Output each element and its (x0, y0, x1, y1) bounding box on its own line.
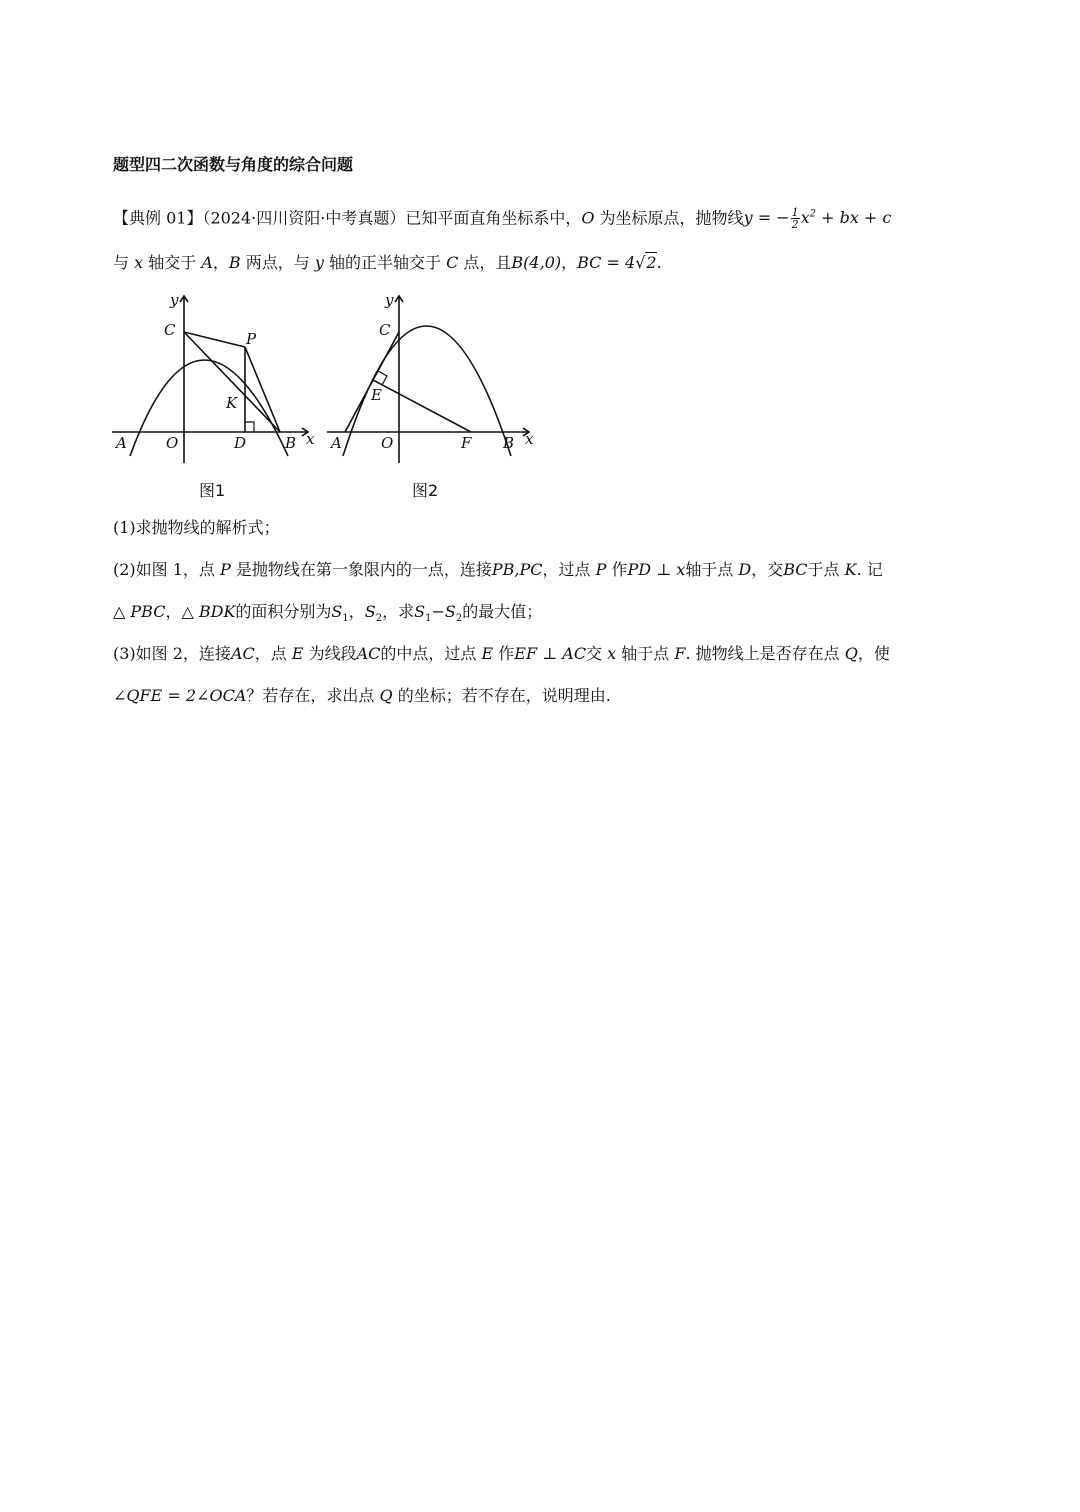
problem-text: 轴交于 (143, 253, 202, 272)
q-text: ，使 (857, 644, 890, 663)
q-text: (3)如图 2，连接 (113, 644, 231, 663)
section-heading: 题型四二次函数与角度的综合问题 (113, 155, 354, 174)
q-text: . 记 (856, 560, 883, 579)
q-text: ，交 (751, 560, 784, 579)
math-expr: AC (230, 644, 255, 663)
math-var: B (228, 253, 241, 272)
label-x: x (306, 430, 315, 448)
problem-text: 为坐标原点，抛物线 (594, 208, 744, 228)
q-text: 作 (493, 644, 515, 663)
math-var: E (481, 644, 494, 663)
parabola (343, 326, 511, 456)
bc-length: BC = 4 (577, 253, 636, 272)
math-var: x (134, 253, 144, 272)
math-expr: AC (356, 644, 381, 663)
math-var: y (314, 253, 324, 272)
math-var: C (446, 253, 459, 272)
math-var: A (201, 253, 213, 272)
math-expr: PB,PC (491, 560, 543, 579)
math-var: F (674, 644, 686, 663)
label-A: A (331, 434, 342, 452)
eq-lhs: y = − (743, 208, 790, 228)
q-text: 的中点，过点 (380, 644, 482, 663)
label-O: O (166, 434, 179, 452)
math-expr: △ PBC (113, 602, 166, 621)
fraction-numerator: 1 (791, 206, 799, 220)
subscript: 1 (425, 613, 432, 625)
math-var: O (581, 208, 595, 228)
right-angle-mark (245, 422, 254, 432)
q-text: ？若存在，求出点 (246, 686, 380, 705)
label-E: E (371, 386, 382, 404)
label-x: x (525, 430, 534, 448)
label-y: y (385, 291, 394, 309)
q-text: 为线段 (303, 644, 357, 663)
math-var: Q (379, 686, 393, 705)
q-text: 交 (586, 644, 608, 663)
q-text: 的坐标；若不存在，说明理由. (392, 686, 611, 705)
problem-text: ， (561, 253, 578, 272)
segment-CP (184, 332, 245, 347)
q-text: ，点 (254, 644, 292, 663)
label-y: y (170, 291, 179, 309)
q-text: ， (348, 602, 365, 621)
problem-intro: 【典例 01】（2024·四川资阳·中考真题）已知平面直角坐标系中， (113, 208, 582, 228)
label-F: F (461, 434, 472, 452)
math-var: E (291, 644, 304, 663)
subscript: 2 (375, 613, 383, 625)
fraction (791, 207, 800, 230)
q-text: 轴于点 (685, 560, 739, 579)
segment-AC (345, 332, 399, 432)
segment-CB (184, 332, 280, 432)
label-A: A (116, 434, 127, 452)
eq-x: x (800, 208, 810, 228)
subscript: 2 (455, 613, 463, 625)
question-3-line-1 (113, 642, 890, 666)
q-text: 作 (606, 560, 628, 579)
parabola (130, 360, 288, 456)
label-C: C (164, 321, 176, 339)
problem-text: . (656, 253, 662, 272)
figure-1-caption: 图1 (199, 481, 226, 500)
q-text: ， (165, 602, 182, 621)
problem-text: 与 (113, 253, 135, 272)
q-text: 的最大值； (462, 602, 543, 621)
label-B: B (503, 434, 515, 452)
q-text: . 抛物线上是否存在点 (685, 644, 845, 663)
label-O: O (381, 434, 394, 452)
q-text: ，过点 (542, 560, 596, 579)
math-var: x (607, 644, 617, 663)
eq-rest: + bx + c (816, 208, 892, 228)
question-3-line-2 (113, 684, 611, 708)
eq-exponent: 2 (809, 209, 816, 220)
math-expr: ∠QFE = 2∠OCA (113, 686, 247, 705)
figure-2 (323, 288, 538, 468)
math-var: P (220, 560, 231, 579)
label-C: C (379, 321, 391, 339)
math-var: D (738, 560, 752, 579)
math-expr: △ BDK (181, 602, 236, 621)
label-K: K (226, 394, 238, 412)
q-text: 的面积分别为 (235, 602, 332, 621)
q-text: (2)如图 1，点 (113, 560, 221, 579)
label-D: D (234, 434, 247, 452)
math-var: S (444, 602, 456, 621)
math-expr: PD ⊥ x (627, 560, 686, 579)
fraction-denominator: 2 (791, 218, 799, 232)
parabola-equation (743, 206, 892, 232)
minus-sign: − (431, 602, 445, 621)
point-B: B(4,0) (511, 253, 562, 272)
math-expr: BC (783, 560, 808, 579)
problem-text: 点，且 (458, 253, 512, 272)
math-var: K (844, 560, 857, 579)
q-text: 轴于点 (616, 644, 675, 663)
math-var: S (331, 602, 343, 621)
sqrt-sign: √ (635, 253, 646, 272)
problem-text: ， (212, 253, 229, 272)
math-var: S (414, 602, 426, 621)
question-2-line-2 (113, 600, 542, 631)
math-var: P (595, 560, 607, 579)
label-B: B (285, 434, 297, 452)
subscript: 1 (342, 613, 349, 625)
q-text: 于点 (807, 560, 845, 579)
label-P: P (246, 330, 257, 348)
problem-text: 两点，与 (240, 253, 315, 272)
q-text: ，求 (382, 602, 415, 621)
sqrt-radicand: 2 (646, 253, 657, 272)
question-1: (1)求抛物线的解析式； (113, 518, 280, 537)
math-expr: EF ⊥ AC (514, 644, 587, 663)
figure-2-caption: 图2 (412, 481, 439, 500)
math-var: Q (844, 644, 858, 663)
segment-EF (373, 380, 471, 432)
problem-text: 轴的正半轴交于 (323, 253, 447, 272)
math-var: S (364, 602, 376, 621)
problem-line-2 (113, 251, 662, 275)
problem-line-1 (113, 203, 891, 230)
q-text: 是抛物线在第一象限内的一点，连接 (230, 560, 492, 579)
figure-1 (108, 288, 323, 468)
question-2-line-1 (113, 558, 883, 582)
